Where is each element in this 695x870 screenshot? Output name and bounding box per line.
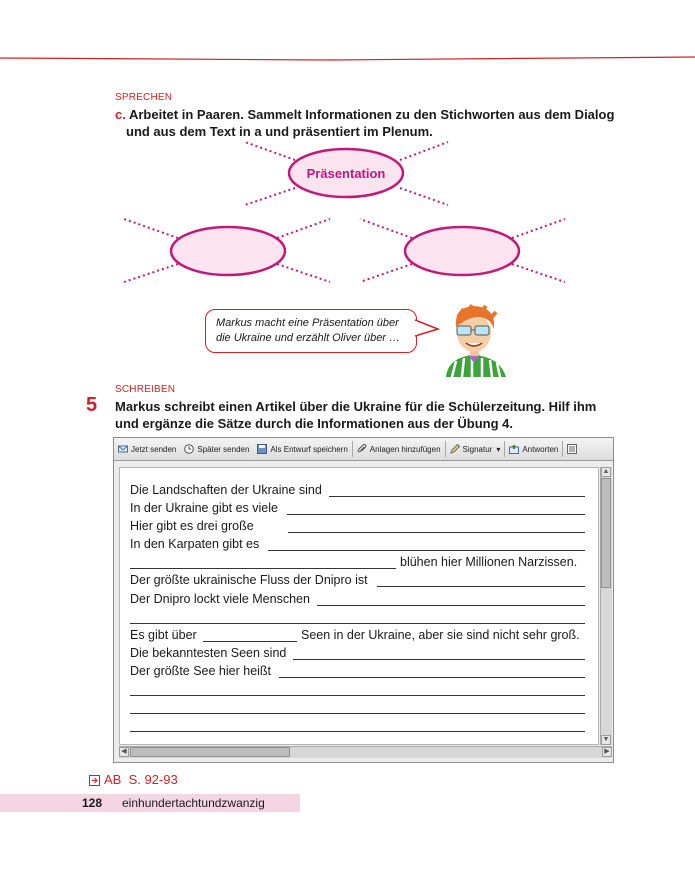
sentence-4: In den Karpaten gibt es — [130, 537, 260, 551]
add-attachments-button[interactable]: Anlagen hinzufügen — [353, 439, 445, 459]
more-options-button[interactable] — [563, 439, 584, 459]
sentence-7: Der Dnipro lockt viele Menschen — [130, 592, 310, 606]
answer-blank-9[interactable] — [203, 641, 297, 642]
answer-blank-10[interactable] — [293, 659, 585, 660]
pen-icon — [450, 444, 460, 454]
section-label-writing: SCHREIBEN — [115, 384, 176, 395]
workbook-reference[interactable]: AB S. 92-93 — [104, 772, 178, 787]
send-later-button[interactable]: Später senden — [180, 439, 253, 459]
scroll-right-icon[interactable]: ▶ — [602, 747, 612, 757]
page-number-words: einhundertachtundzwanzig — [122, 796, 265, 810]
chevron-down-icon: ▾ — [496, 444, 501, 454]
answer-blank-11[interactable] — [279, 677, 585, 678]
answer-blank-1[interactable] — [329, 496, 585, 497]
answer-blank-12[interactable] — [130, 695, 585, 696]
horizontal-scroll-thumb[interactable] — [130, 747, 290, 757]
save-icon — [257, 444, 267, 454]
oval-center-label: Präsentation — [306, 166, 386, 181]
save-draft-button[interactable]: Als Entwurf speichern — [253, 439, 351, 459]
task-letter: c. — [115, 107, 126, 122]
sentence-5: blühen hier Millionen Narzissen. — [400, 555, 578, 569]
scroll-down-icon[interactable]: ▼ — [602, 736, 610, 743]
sentence-9: Die bekanntesten Seen sind — [130, 646, 287, 660]
sentence-1: Die Landschaften der Ukraine sind — [130, 483, 322, 497]
answer-blank-4[interactable] — [268, 550, 585, 551]
oval-left — [171, 227, 285, 275]
writing-task — [115, 398, 675, 432]
mail-toolbar — [114, 438, 613, 461]
writing-task-line2: und ergänze die Sätze durch die Informationen aus der Übung 4. — [115, 416, 513, 431]
bubble-line1: Markus macht eine Präsentation über — [216, 317, 399, 329]
sentence-2: In der Ukraine gibt es viele — [130, 501, 278, 515]
section-label-speaking: SPRECHEN — [115, 92, 173, 103]
oval-right — [405, 227, 519, 275]
arrow-box-icon — [89, 775, 100, 786]
bubble-line2: die Ukraine und erzählt Oliver über … — [216, 332, 401, 344]
answer-blank-8[interactable] — [130, 623, 585, 624]
clock-icon — [184, 444, 194, 454]
speech-bubble — [205, 309, 417, 353]
sentence-6: Der größte ukrainische Fluss der Dnipro ist — [130, 573, 368, 587]
speaking-task-line1: Arbeitet in Paaren. Sammelt Informationen zu den Stichworten aus dem Dialog — [128, 107, 615, 122]
signature-dropdown[interactable]: Signatur ▾ — [446, 439, 505, 459]
answer-blank-14[interactable] — [130, 731, 585, 732]
reply-button[interactable]: Antworten — [505, 439, 562, 459]
horizontal-scrollbar[interactable] — [119, 746, 612, 758]
speaking-task-line2b: a — [254, 124, 262, 139]
boy-illustration-icon — [438, 303, 513, 381]
writing-task-line1: Markus schreibt einen Artikel über die Ukraine für die Schülerzeitung. Hilf ihm — [115, 399, 597, 414]
scroll-up-icon[interactable]: ▲ — [602, 468, 610, 475]
speaking-task-line2a: und aus dem Text in — [126, 124, 255, 139]
task-number: 5 — [86, 394, 98, 416]
send-now-button[interactable]: Jetzt senden — [114, 439, 180, 459]
page-number: 128 — [82, 796, 103, 810]
answer-blank-3[interactable] — [288, 532, 585, 533]
send-icon — [118, 444, 128, 454]
answer-blank-13[interactable] — [130, 713, 585, 714]
speaking-task-line2c: und präsentiert im Plenum. — [261, 124, 433, 139]
answer-blank-7[interactable] — [317, 605, 585, 606]
answer-blank-6[interactable] — [377, 586, 585, 587]
answer-blank-5[interactable] — [130, 568, 396, 569]
sentence-3: Hier gibt es drei große — [130, 519, 254, 533]
paperclip-icon — [357, 444, 367, 454]
reply-icon — [509, 444, 519, 454]
sentence-10: Der größte See hier heißt — [130, 664, 272, 678]
sentence-8b: Seen in der Ukraine, aber sie sind nicht sehr groß. — [301, 628, 580, 642]
scroll-left-icon[interactable]: ◀ — [119, 747, 129, 757]
vertical-scroll-thumb[interactable] — [601, 478, 611, 588]
answer-blank-2[interactable] — [287, 514, 585, 515]
vertical-scrollbar[interactable] — [600, 467, 612, 745]
mindmap-diagram — [0, 0, 695, 300]
more-icon — [567, 444, 577, 454]
sentence-8a: Es gibt über — [130, 628, 197, 642]
